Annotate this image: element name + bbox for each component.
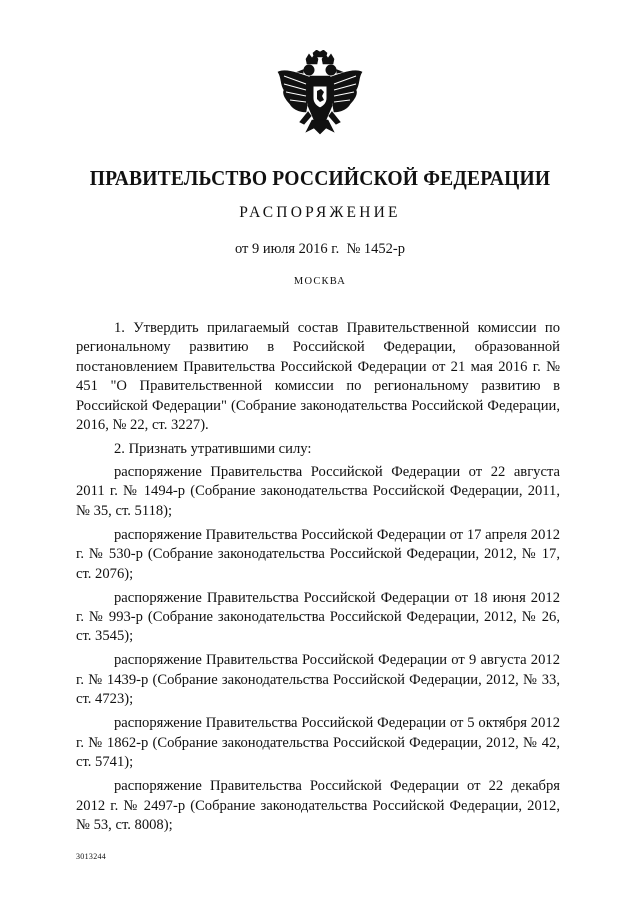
revoked-order-5: распоряжение Правительства Российской Федерации от 5 октября 2012 г. № 1862-р (Собрание законодательства Российской Федерации, 2012, № 42, ст. 5741); bbox=[76, 715, 560, 771]
government-title: ПРАВИТЕЛЬСТВО РОССИЙСКОЙ ФЕДЕРАЦИИ bbox=[89, 166, 551, 190]
paragraph-item-1: 1. Утвердить прилагаемый состав Правительственной комиссии по региональному развитию в Российской Федерации, образованной постановлением Правительства Российской Федерации от 21 мая 2016 г. № 451 "О Правительственной комиссии по региональному развитию в Российской Федерации" (Собрание законодательства Российской Федерации, 2016, № 22, ст. 3227). bbox=[76, 320, 560, 434]
document-code: 3013244 bbox=[76, 852, 107, 861]
paragraph-item-2: 2. Признать утратившими силу: bbox=[114, 441, 312, 458]
document-date-number: от 9 июля 2016 г. № 1452-р bbox=[234, 241, 405, 257]
coat-of-arms-icon bbox=[272, 50, 368, 138]
document-body bbox=[76, 319, 560, 840]
revoked-order-3: распоряжение Правительства Российской Федерации от 18 июня 2012 г. № 993-р (Собрание законодательства Российской Федерации, 2012, № 26, ст. 3545); bbox=[76, 589, 560, 645]
document-city: МОСКВА bbox=[293, 276, 347, 287]
revoked-order-6: распоряжение Правительства Российской Федерации от 22 декабря 2012 г. № 2497-р (Собрание законодательства Российской Федерации, 2012, № 53, ст. 8008); bbox=[76, 778, 560, 833]
revoked-order-2: распоряжение Правительства Российской Федерации от 17 апреля 2012 г. № 530-р (Собрание законодательства Российской Федерации, 2012, № 17, ст. 2076); bbox=[76, 526, 560, 582]
revoked-order-1: распоряжение Правительства Российской Федерации от 22 августа 2011 г. № 1494-р (Собрание законодательства Российской Федерации, 2011, № 35, ст. 5118); bbox=[76, 464, 560, 519]
document-kind: РАСПОРЯЖЕНИЕ bbox=[239, 204, 401, 221]
revoked-order-4: распоряжение Правительства Российской Федерации от 9 августа 2012 г. № 1439-р (Собрание законодательства Российской Федерации, 2012, № 33, ст. 4723); bbox=[76, 652, 560, 708]
